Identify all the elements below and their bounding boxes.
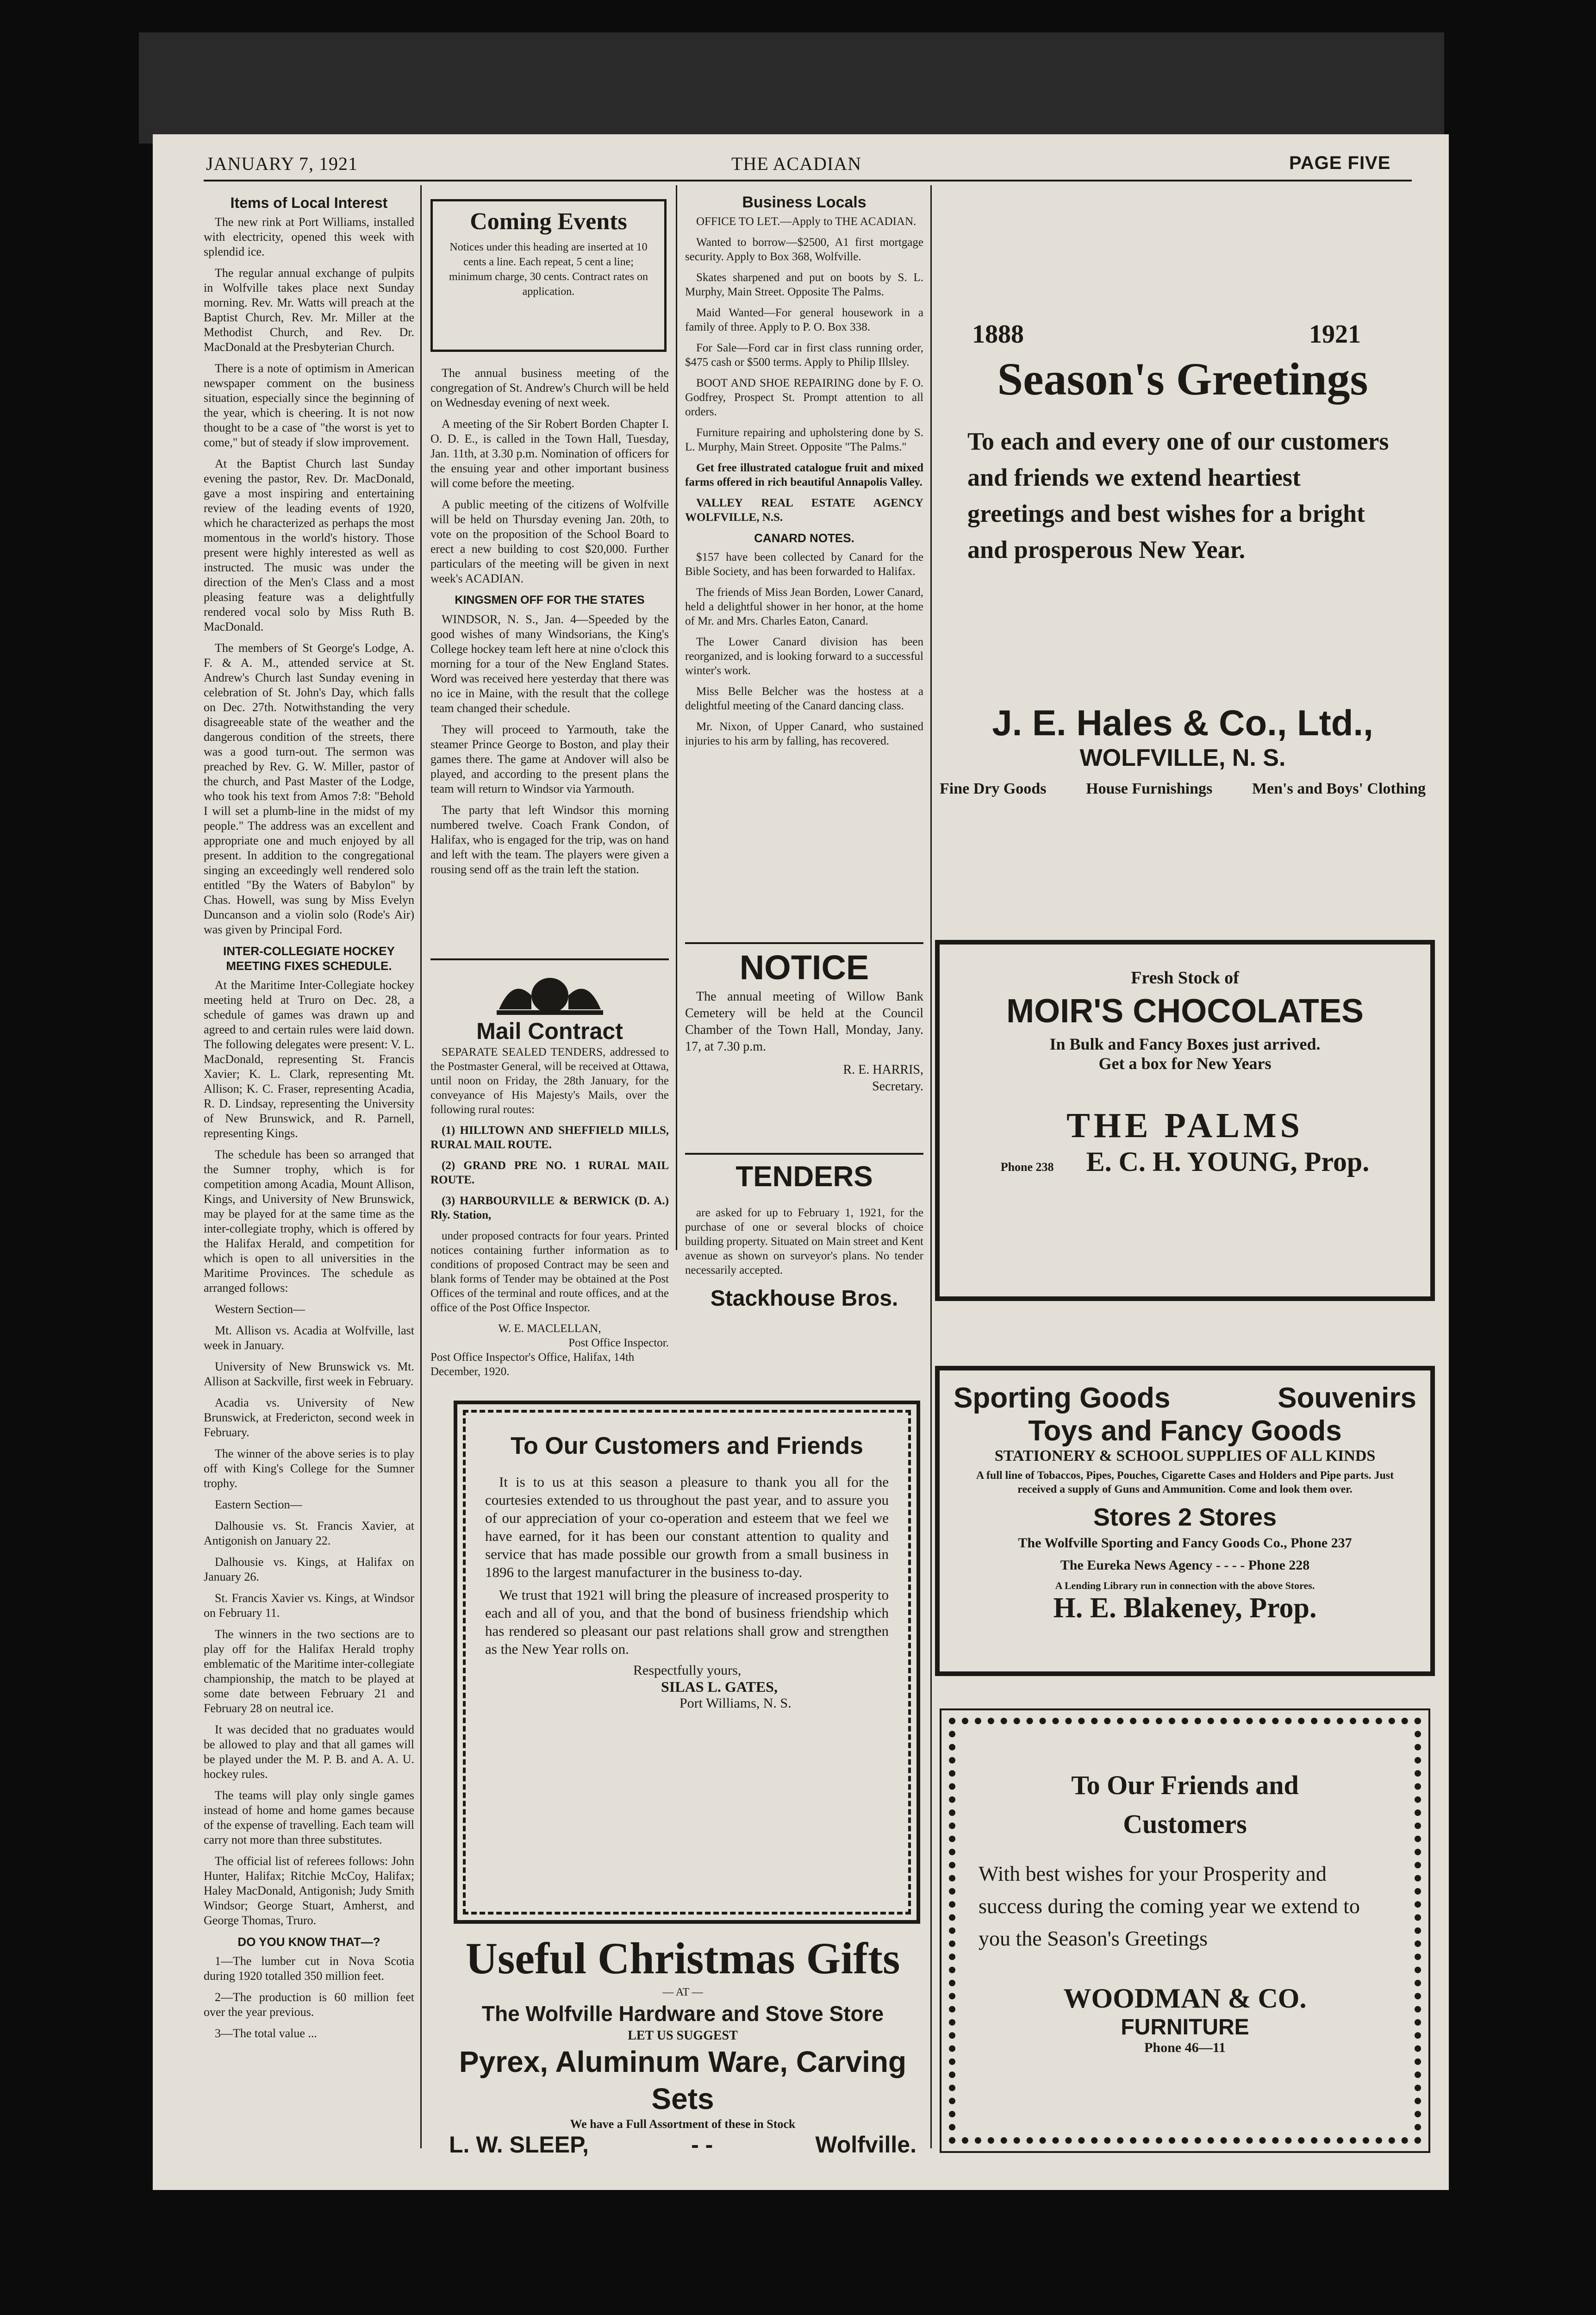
paragraph: A public meeting of the citizens of Wolfville will be held on Thursday evening Jan. 20th, to vote on the proposition of the School Board to erect a new building to cost $20,000. Further particulars of the meeting will be given in next week's ACADIAN. xyxy=(430,498,669,585)
woodman-body: With best wishes for your Prosperity and success during the coming year we extend to you the Season's Greetings xyxy=(979,1862,1360,1950)
paragraph: The party that left Windsor this morning numbered twelve. Coach Frank Condon, of Halifax, who is engaged for the trip, was on hand and left with the team. The players were given a rousing send off as the train left the station. xyxy=(430,803,669,876)
local-item: BOOT AND SHOE REPAIRING done by F. O. Godfrey, Prospect St. Prompt attention to all orders. xyxy=(685,377,923,418)
woodman-phone: Phone 46—11 xyxy=(1144,2040,1226,2055)
hales-years xyxy=(940,319,1426,349)
paragraph: Dalhousie vs. Kings, at Halifax on January 26. xyxy=(204,1555,414,1583)
year-left: 1888 xyxy=(972,320,1024,349)
coming-events-heading: Coming Events xyxy=(470,208,627,235)
paragraph: The members of St George's Lodge, A. F. & A. M., attended service at St. Andrew's Church last Sunday evening in celebration of St. John's Day, which falls on Dec. 27th. Notwithstanding the very disagreeable state of the weather and the dangerous condition of the streets, there was a good turn-out. The sermon was preached by Rev. G. W. Miller, pastor of the church, and Past Master of the Lodge, who took his text from Amos 7:8: "Behold I will set a plumb-line in the midst of my people." The address was an excellent and appropriate one and much enjoyed by all present. In addition to the congregational singing an exceedingly well rendered solo entitled "By the Waters of Babylon" by Chas. Howell, was sung by Miss Evelyn Duncanson and a violin solo (Rode's Air) was given by Principal Ford. xyxy=(204,641,414,936)
masthead-rule xyxy=(204,180,1412,181)
column-divider xyxy=(420,185,422,2148)
column-1 xyxy=(204,190,414,2148)
paragraph: Eastern Section— xyxy=(215,1498,302,1511)
paragraph: At the Baptist Church last Sunday evening the pastor, Rev. Dr. MacDonald, gave a most inspiring and entertaining review of the leading events of 1920, which he characterized as perhaps the most momentous in the world's history. Those present were highly interested as well as instructed. The music was under the direction of the Men's Class and a most pleasing feature was a delightfully rendered vocal solo by Miss Ruth B. MacDonald. xyxy=(204,457,414,633)
sleep-assortment: We have a Full Assortment of these in Stock xyxy=(570,2117,796,2131)
hales-title: Season's Greetings xyxy=(997,353,1368,405)
mail-contract-heading: Mail Contract xyxy=(476,1018,623,1044)
gates-heading: To Our Customers and Friends xyxy=(511,1433,863,1459)
local-item: OFFICE TO LET.—Apply to THE ACADIAN. xyxy=(696,215,916,228)
paragraph: Dalhousie vs. St. Francis Xavier, at Antigonish on January 22. xyxy=(204,1519,414,1547)
palms-footer xyxy=(954,1146,1416,1178)
paragraph: The schedule has been so arranged that the Sumner trophy, which is for competition among Acadia, Mount Allison, Kings, and University of New Brunswick, may be played for at the same time as the inter-collegiate trophy, which is offered by the Halifax Herald, and competition for which is open to all universities in the Maritime Provinces. The schedule as arranged follows: xyxy=(204,1148,414,1295)
tenders-text: are asked for up to February 1, 1921, for the purchase of one or several blocks of choice building property. Situated on Main street and Kent avenue as shown on surveyor's plans. No tender necessarily accepted. xyxy=(685,1207,923,1276)
notice-signature: R. E. HARRIS, xyxy=(843,1063,923,1077)
paragraph: The Lower Canard division has been reorganized, and is looking forward to a successful winter's work. xyxy=(685,636,923,677)
sleep-title: Useful Christmas Gifts xyxy=(465,1933,900,1983)
route: (1) HILLTOWN AND SHEFFIELD MILLS, RURAL MAIL ROUTE. xyxy=(430,1124,669,1151)
sleep-suggest: LET US SUGGEST xyxy=(628,2028,738,2043)
department: Men's and Boys' Clothing xyxy=(1252,780,1426,797)
gates-closing: Respectfully yours, xyxy=(633,1663,742,1678)
notice-sig-title: Secretary. xyxy=(872,1079,923,1094)
signature: W. E. MACLELLAN, xyxy=(498,1322,601,1335)
canard-heading: CANARD NOTES. xyxy=(754,531,854,545)
blakeney-stores: Stores 2 Stores xyxy=(1093,1503,1277,1531)
woodman-department: FURNITURE xyxy=(1121,2015,1249,2040)
paragraph: The new rink at Port Williams, installed with electricity, opened this week with splendid ice. xyxy=(204,215,414,258)
coming-events-rates: Notices under this heading are inserted at 10 cents a line. Each repeat, 5 cent a line; minimum charge, 30 cents. Contract rates on application. xyxy=(449,241,648,298)
sleep-items: Pyrex, Aluminum Ware, Carving Sets xyxy=(459,2045,907,2115)
sleep-signature-row xyxy=(440,2131,926,2158)
sleep-ad xyxy=(440,1931,926,2181)
column-3-news xyxy=(685,190,923,986)
royal-crest-icon xyxy=(430,968,669,1022)
paragraph: Acadia vs. University of New Brunswick, at Fredericton, second week in February. xyxy=(204,1396,414,1439)
sleep-town: Wolfville. xyxy=(815,2132,916,2158)
local-item: For Sale—Ford car in first class running order, $475 cash or $500 terms. Apply to Philip Illsley. xyxy=(685,342,923,369)
signature-title: Post Office Inspector. xyxy=(568,1337,669,1349)
palms-phone: Phone 238 xyxy=(1000,1160,1054,1174)
paragraph: WINDSOR, N. S., Jan. 4—Speeded by the good wishes of many Windsorians, the King's College hockey team left here at nine o'clock this morning for a tour of the New England States. Word was received here yesterday that there was no ice in Maine, with the result that the college team changed their schedule. xyxy=(430,613,669,715)
paragraph: They will proceed to Yarmouth, take the steamer Prince George to Boston, and play their games there. The game at Andover will also be played, and according to the present plans the team will return to Windsor via Yarmouth. xyxy=(430,723,669,795)
paragraph: St. Francis Xavier vs. Kings, at Windsor on February 11. xyxy=(204,1591,414,1620)
blakeney-library: A Lending Library run in connection with the above Stores. xyxy=(1055,1580,1315,1591)
local-item: Maid Wanted—For general housework in a family of three. Apply to P. O. Box 338. xyxy=(685,307,923,333)
tenders-signature: Stackhouse Bros. xyxy=(710,1286,898,1311)
palms-store: THE PALMS xyxy=(1066,1106,1303,1145)
department: Fine Dry Goods xyxy=(940,780,1047,797)
do-you-know-heading: DO YOU KNOW THAT—? xyxy=(237,1935,380,1949)
paragraph: At the Maritime Inter-Collegiate hockey meeting held at Truro on Dec. 28, a schedule of games was drawn up and agreed to and certain rules were laid down. The following delegates were present: V. L. MacDonald, representing St. Francis Xavier; K. L. Clark, representing Mt. Allison; K. C. Fraser, representing Acadia, R. D. Lindsay, representing the University of New Brunswick, and R. Parnell, representing Kings. xyxy=(204,978,414,1140)
blakeney-left: Sporting Goods xyxy=(954,1382,1171,1414)
hales-departments xyxy=(940,780,1426,798)
section-rule xyxy=(685,942,923,944)
blakeney-store1: The Wolfville Sporting and Fancy Goods Co., Phone 237 xyxy=(1018,1535,1352,1551)
palms-ad xyxy=(935,940,1435,1301)
notice-heading: NOTICE xyxy=(739,948,869,987)
blakeney-ad xyxy=(935,1366,1435,1676)
sleep-at: — AT — xyxy=(662,1986,703,1998)
business-locals-heading: Business Locals xyxy=(742,194,867,211)
blakeney-right: Souvenirs xyxy=(1278,1382,1416,1414)
blakeney-top xyxy=(954,1382,1416,1414)
gates-paragraph: We trust that 1921 will bring the pleasure of increased prosperity to each and all of you, and that the bond of business friendship which has rendered so pleasant our past relations shall grow and strengthen as the New Year rolls on. xyxy=(485,1587,889,1657)
column-2-news xyxy=(430,366,669,876)
gates-ad xyxy=(454,1401,920,1924)
sleep-store: The Wolfville Hardware and Stove Store xyxy=(481,2002,884,2026)
paragraph: The regular annual exchange of pulpits in Wolfville takes place next Sunday morning. Rev. Mr. Watts will preach at the Baptist Church, Rev. Mr. Miller at the Methodist Church, and Rev. Dr. MacDonald at the Presbyterian Church. xyxy=(204,266,414,354)
sleep-dash: - - xyxy=(691,2132,713,2158)
scan-border xyxy=(139,32,1444,144)
paragraph: $157 have been collected by Canard for the Bible Society, and has been forwarded to Halifax. xyxy=(685,551,923,578)
route: (3) HARBOURVILLE & BERWICK (D. A.) Rly. Station, xyxy=(430,1195,669,1221)
signature-place: Post Office Inspector's Office, Halifax, 14th December, 1920. xyxy=(430,1351,635,1378)
local-item: Skates sharpened and put on boots by S. L. Murphy, Main Street. Opposite The Palms. xyxy=(685,271,923,298)
woodman-ad xyxy=(940,1708,1430,2153)
department: House Furnishings xyxy=(1086,780,1213,797)
column-divider xyxy=(676,185,677,1250)
paragraph: There is a note of optimism in American newspaper comment on the business situation, especially since the beginning of the year, which is cheering. It is not now thought to be a case of "the worst is yet to come," but of steady if slow improvement. xyxy=(204,362,414,449)
gates-paragraph: It is to us at this season a pleasure to thank you all for the courtesies extended to us throughout the past year, and to assure you of our appreciation of your co-operation and esteem that we feel we have earned, for it has been our constant attention to quality and service that has made possible our growth from a small business in 1896 to the largest manufacturer in the business to-day. xyxy=(485,1474,889,1580)
woodman-heading: To Our Friends and Customers xyxy=(1071,1770,1299,1839)
notice xyxy=(685,947,923,1094)
local-item: VALLEY REAL ESTATE AGENCY WOLFVILLE, N.S. xyxy=(685,497,923,524)
hales-body: To each and every one of our customers and friends we extend heartiest greetings and best wishes for a bright and prosperous New Year. xyxy=(967,427,1389,563)
palms-product: MOIR'S CHOCOLATES xyxy=(1006,993,1364,1030)
woodman-company: WOODMAN & CO. xyxy=(1063,1983,1307,2014)
local-interest-heading: Items of Local Interest xyxy=(230,194,388,211)
paragraph: Mr. Nixon, of Upper Canard, who sustained injuries to his arm by falling, has recovered. xyxy=(685,720,923,747)
tenders-heading: TENDERS xyxy=(736,1161,873,1193)
gates-place: Port Williams, N. S. xyxy=(680,1696,792,1711)
masthead-page: PAGE FIVE xyxy=(1289,153,1391,173)
palms-line1: In Bulk and Fancy Boxes just arrived. xyxy=(1049,1035,1321,1053)
kingsmen-heading: KINGSMEN OFF FOR THE STATES xyxy=(455,594,645,607)
paragraph: The winner of the above series is to play off with King's College for the Sumner trophy. xyxy=(204,1447,414,1490)
newspaper-page xyxy=(153,134,1449,2190)
paragraph: The teams will play only single games instead of home and home games because of the expense of travelling. Each team will carry not more than three substitutes. xyxy=(204,1789,414,1846)
hales-town: WOLFVILLE, N. S. xyxy=(1079,745,1286,771)
palms-owner: E. C. H. YOUNG, Prop. xyxy=(1086,1146,1370,1177)
palms-fresh: Fresh Stock of xyxy=(1131,968,1239,988)
paragraph: under proposed contracts for four years. Printed notices containing further information as to conditions of proposed Contract may be seen and blank forms of Tender may be obtained at the Post Offices of the terminal and route offices, and at the office of the Post Office Inspector. xyxy=(430,1230,669,1314)
sleep-name: L. W. SLEEP, xyxy=(449,2132,589,2158)
blakeney-owner: H. E. Blakeney, Prop. xyxy=(1053,1592,1317,1624)
paragraph: A meeting of the Sir Robert Borden Chapter I. O. D. E., is called in the Town Hall, Tuesday, Jan. 11th, at 3.30 p.m. Nomination of officers for the ensuing year and other important business will come before the meeting. xyxy=(430,417,669,490)
local-item: Furniture repairing and upholstering done by S. L. Murphy, Main Street. Opposite "The Palms." xyxy=(685,426,923,453)
blakeney-toys: Toys and Fancy Goods xyxy=(1028,1415,1342,1447)
section-rule xyxy=(685,1153,923,1155)
paragraph: 1—The lumber cut in Nova Scotia during 1920 totalled 350 million feet. xyxy=(204,1954,414,1983)
paragraph: Mt. Allison vs. Acadia at Wolfville, last week in January. xyxy=(204,1324,414,1352)
hales-company: J. E. Hales & Co., Ltd., xyxy=(992,702,1373,743)
blakeney-tobacco: A full line of Tobaccos, Pipes, Pouches, Cigarette Cases and Holders and Pipe parts. Just received a supply of Guns and Ammunition. Come and look them over. xyxy=(976,1470,1394,1495)
blakeney-store2: The Eureka News Agency - - - - Phone 228 xyxy=(1060,1558,1310,1573)
paragraph: Western Section— xyxy=(215,1302,305,1316)
masthead-date: JANUARY 7, 1921 xyxy=(206,153,358,174)
paragraph: 3—The total value ... xyxy=(215,2027,317,2040)
paragraph: The official list of referees follows: John Hunter, Halifax; Ritchie McCoy, Halifax; Haley MacDonald, Antigonish; Judy Smith Windsor; George Stuart, Amherst, and George Thomas, Truro. xyxy=(204,1854,414,1927)
paragraph: The annual business meeting of the congregation of St. Andrew's Church will be held on Wednesday evening of next week. xyxy=(430,366,669,409)
paragraph: The winners in the two sections are to play off for the Halifax Herald trophy emblematic of the Maritime inter-collegiate championship, the match to be played at some date between February 21 and February 28 on neutral ice. xyxy=(204,1627,414,1715)
local-item: Get free illustrated catalogue fruit and mixed farms offered in rich beautiful Annapolis Valley. xyxy=(685,462,923,488)
paragraph: Miss Belle Belcher was the hostess at a delightful meeting of the Canard dancing class. xyxy=(685,685,923,712)
paragraph: University of New Brunswick vs. Mt. Allison at Sackville, first week in February. xyxy=(204,1360,414,1388)
gates-name: SILAS L. GATES, xyxy=(661,1678,778,1695)
blakeney-stationery: STATIONERY & SCHOOL SUPPLIES OF ALL KINDS xyxy=(994,1447,1376,1464)
route: (2) GRAND PRE NO. 1 RURAL MAIL ROUTE. xyxy=(430,1159,669,1186)
paragraph: 2—The production is 60 million feet over the year previous. xyxy=(204,1990,414,2019)
column-divider xyxy=(930,185,932,2148)
paragraph: SEPARATE SEALED TENDERS, addressed to the Postmaster General, will be received at Ottawa, until noon on Friday, the 28th January, for the conveyance of His Majesty's Mails, over the following rural routes: xyxy=(430,1046,669,1116)
coming-events-box xyxy=(430,199,667,352)
year-right: 1921 xyxy=(1309,320,1361,349)
notice-text: The annual meeting of Willow Bank Cemetery will be held at the Council Chamber of the Town Hall, Monday, Jany. 17, at 7.30 p.m. xyxy=(685,989,923,1054)
palms-line2: Get a box for New Years xyxy=(1098,1054,1272,1073)
paragraph: It was decided that no graduates would be allowed to play and that all games will be played under the M. P. B. and A. A. U. hockey rules. xyxy=(204,1723,414,1781)
section-rule xyxy=(430,958,669,960)
local-item: Wanted to borrow—$2500, A1 first mortgage security. Apply to Box 368, Wolfville. xyxy=(685,236,923,263)
hockey-heading: INTER-COLLEGIATE HOCKEY MEETING FIXES SCHEDULE. xyxy=(223,944,395,973)
masthead-title: THE ACADIAN xyxy=(731,153,861,174)
mail-contract xyxy=(430,968,669,1472)
paragraph: The friends of Miss Jean Borden, Lower Canard, held a delightful shower in her honor, at the home of Mr. and Mrs. Charles Eaton, Canard. xyxy=(685,586,923,627)
